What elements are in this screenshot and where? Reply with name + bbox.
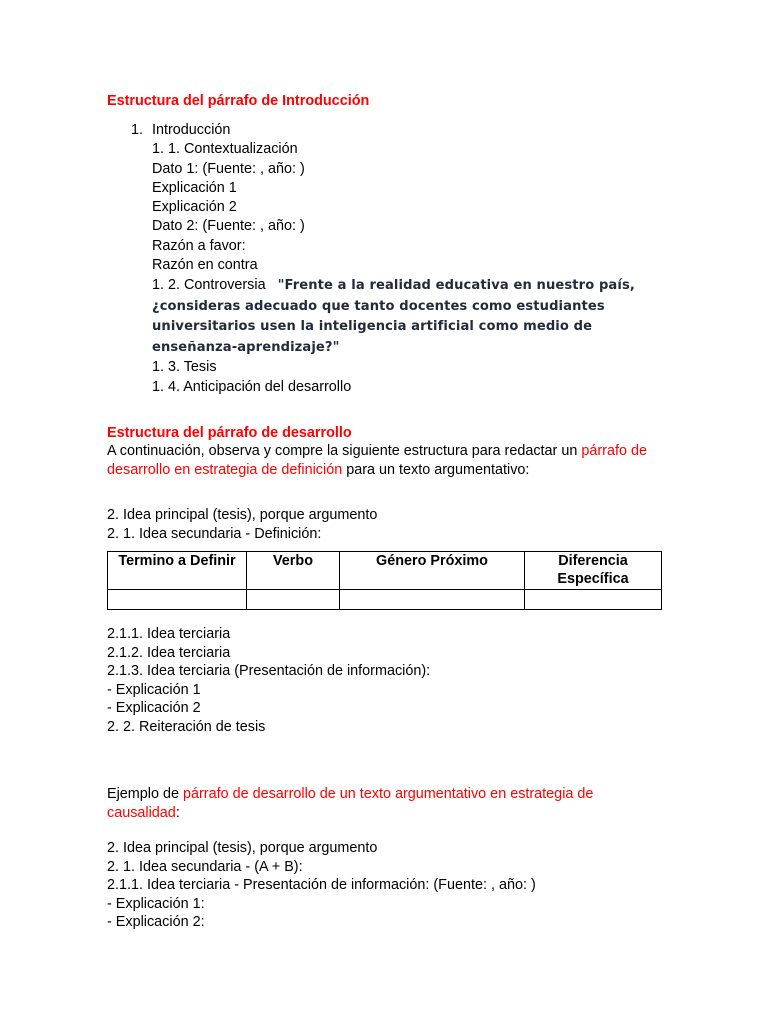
table-cell[interactable]	[108, 590, 247, 610]
intro-item-label: Introducción	[152, 122, 231, 138]
table-row	[108, 590, 662, 610]
intro-line: 1. 3. Tesis	[152, 359, 217, 376]
desarrollo-lines-after	[107, 625, 667, 736]
intro-sublist	[131, 140, 635, 397]
ejemplo-line: 2.1.1. Idea terciaria - Presentación de información: (Fuente: , año: )	[107, 877, 536, 893]
ejemplo-lines	[107, 839, 667, 932]
intro-line: Razón en contra	[152, 257, 258, 274]
ejemplo-line: - Explicación 2:	[107, 914, 205, 930]
desarrollo-line: 2. 2. Reiteración de tesis	[107, 718, 266, 735]
controversia-block	[152, 275, 635, 358]
intro-line: Dato 1: (Fuente: , año: )	[152, 160, 305, 177]
table-header: Diferencia Específica	[525, 552, 662, 590]
ejemplo-text-end: :	[175, 804, 180, 821]
table-header: Género Próximo	[340, 552, 525, 590]
intro-item	[131, 121, 635, 140]
controversia-quote-line: "Frente a la realidad educativa en nuestro país,	[277, 278, 635, 294]
desarrollo-intro-text: A continuación, observa y compre la siguiente estructura para redactar un	[107, 443, 582, 459]
intro-line: Explicación 2	[152, 199, 237, 216]
desarrollo-intro-paragraph	[107, 442, 667, 479]
table-header-row	[108, 552, 662, 590]
intro-item-number: 1.	[131, 122, 144, 138]
desarrollo-line: 2.1.2. Idea terciaria	[107, 644, 231, 661]
table-header: Verbo	[247, 552, 340, 590]
desarrollo-intro-highlight: párrafo de desarrollo en estrategia de definición	[107, 443, 647, 478]
ejemplo-text: Ejemplo de	[107, 786, 183, 802]
table-cell[interactable]	[525, 590, 662, 610]
controversia-quote-line: ¿consideras adecuado que tanto docentes como estudiantes	[152, 298, 605, 314]
desarrollo-line: 2. 1. Idea secundaria - Definición:	[107, 525, 322, 542]
intro-line: 1. 1. Contextualización	[152, 141, 298, 158]
intro-outline	[131, 121, 635, 397]
intro-line: Razón a favor:	[152, 237, 246, 254]
table-header: Termino a Definir	[108, 552, 247, 590]
desarrollo-heading: Estructura del párrafo de desarrollo	[107, 425, 352, 441]
ejemplo-paragraph	[107, 785, 667, 822]
desarrollo-line: - Explicación 1	[107, 681, 201, 698]
intro-line: 1. 4. Anticipación del desarrollo	[152, 378, 352, 395]
controversia-label: 1. 2. Controversia	[152, 277, 266, 294]
table-cell[interactable]	[247, 590, 340, 610]
desarrollo-intro-text-end: para un texto argumentativo:	[342, 461, 530, 478]
definition-table	[107, 551, 662, 610]
ejemplo-highlight: párrafo de desarrollo de un texto argumentativo en estrategia de causalidad	[107, 786, 594, 821]
intro-line: Explicación 1	[152, 179, 237, 196]
ejemplo-line: 2. Idea principal (tesis), porque argumento	[107, 840, 378, 856]
intro-line: Dato 2: (Fuente: , año: )	[152, 218, 305, 235]
ejemplo-line: 2. 1. Idea secundaria - (A + B):	[107, 858, 303, 875]
controversia-quote-line: enseñanza-aprendizaje?"	[152, 339, 340, 355]
controversia-quote-line: universitarios usen la inteligencia artificial como medio de	[152, 319, 593, 335]
table-cell[interactable]	[340, 590, 525, 610]
intro-heading: Estructura del párrafo de Introducción	[107, 93, 370, 109]
desarrollo-line: - Explicación 2	[107, 700, 201, 716]
desarrollo-line: 2. Idea principal (tesis), porque argumento	[107, 507, 378, 523]
desarrollo-line: 2.1.3. Idea terciaria (Presentación de información):	[107, 663, 431, 679]
desarrollo-lines-before	[107, 506, 667, 543]
ejemplo-line: - Explicación 1:	[107, 895, 205, 912]
desarrollo-line: 2.1.1. Idea terciaria	[107, 626, 231, 642]
